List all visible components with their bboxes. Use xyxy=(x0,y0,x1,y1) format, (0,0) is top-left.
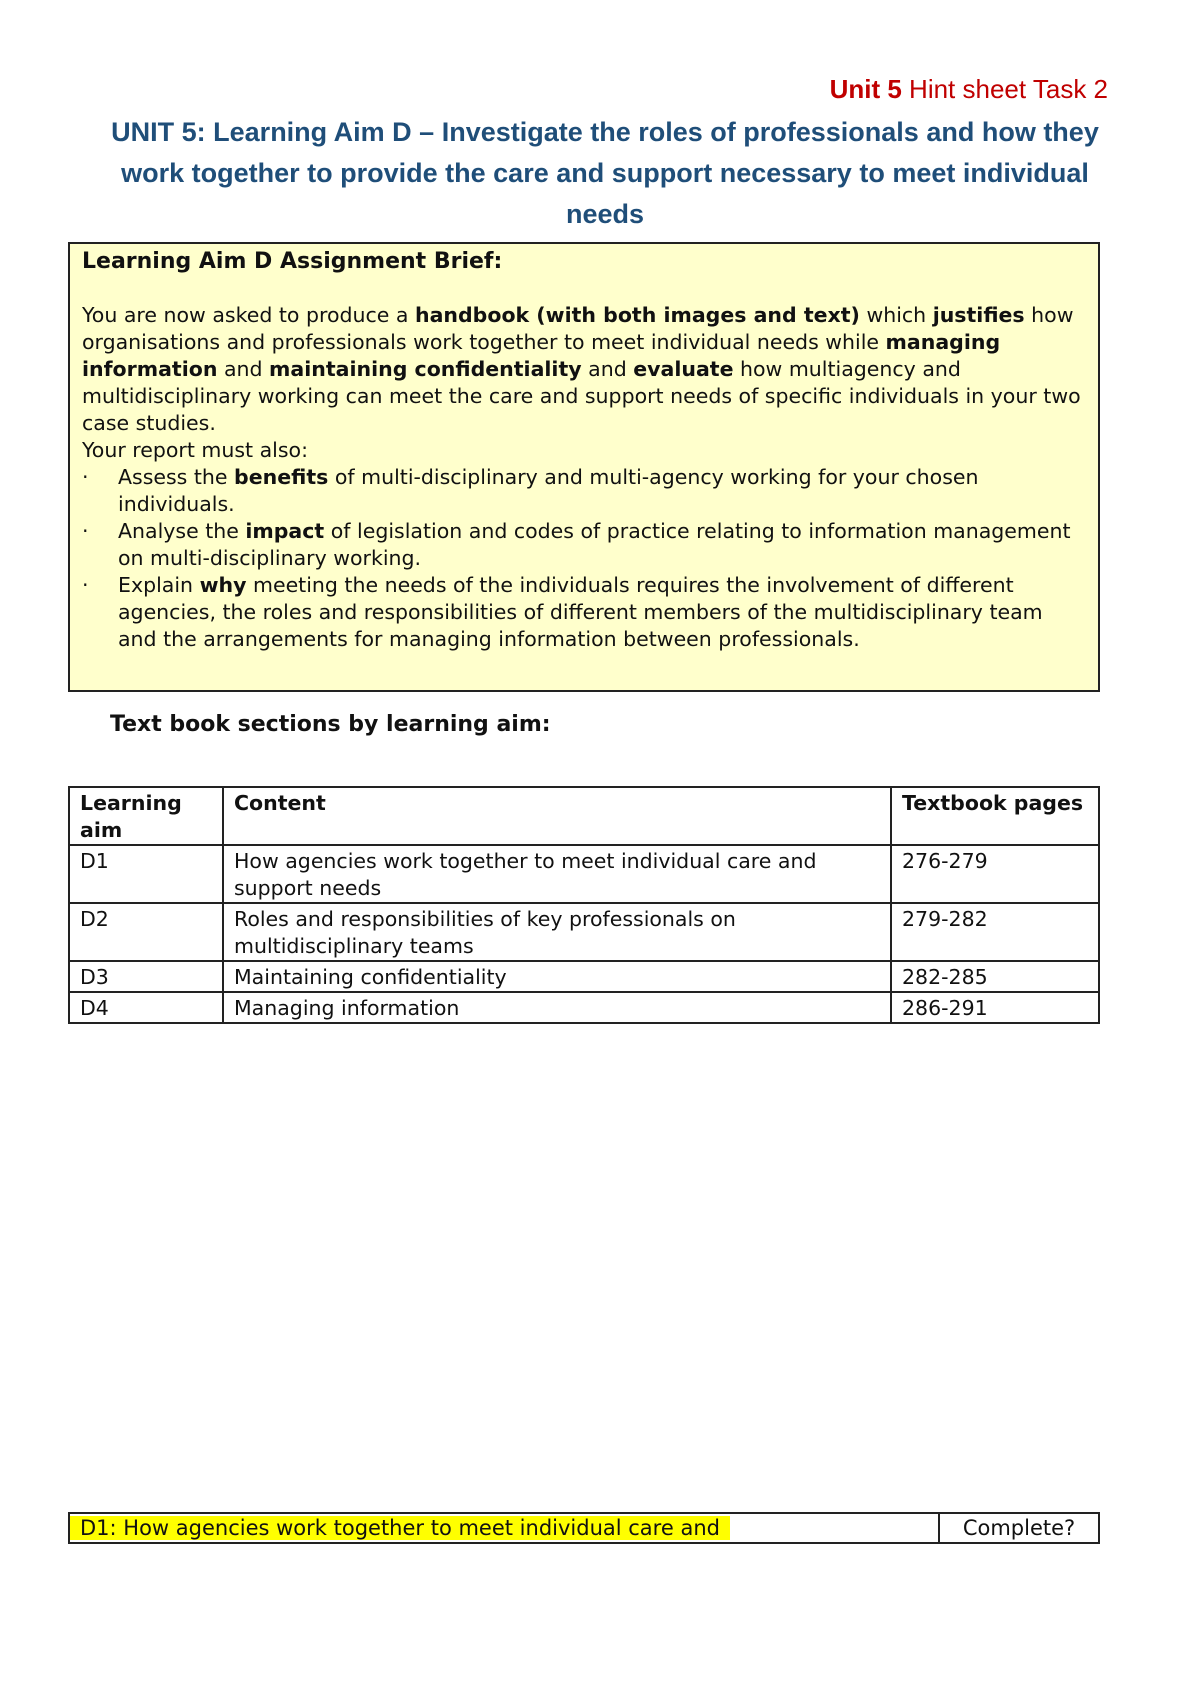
text-run: of multi-disciplinary and multi-agency working for your chosen individuals. xyxy=(118,465,979,516)
brief-bullet-list xyxy=(82,464,1086,653)
emphasis-text: impact xyxy=(245,519,325,543)
header-content: Content xyxy=(223,787,891,845)
content-cell: Roles and responsibilities of key professionals on multidisciplinary teams xyxy=(223,903,891,961)
d1-header-row xyxy=(69,1513,1099,1543)
content-cell: How agencies work together to meet individual care and support needs xyxy=(223,845,891,903)
d1-heading-cell xyxy=(69,1513,939,1543)
task-title: Unit 5 Hint sheet Task 2 xyxy=(829,74,1108,104)
emphasis-text: benefits xyxy=(234,465,329,489)
emphasis-text: evaluate xyxy=(633,357,734,381)
brief-title: Learning Aim D Assignment Brief: xyxy=(82,249,503,274)
text-run: Assess the xyxy=(118,465,235,489)
text-run: which xyxy=(859,303,933,327)
brief-report-intro: Your report must also: xyxy=(82,438,308,462)
d1-heading: D1: How agencies work together to meet individual care and xyxy=(70,1516,730,1540)
emphasis-text: maintaining confidentiality xyxy=(269,357,582,381)
content-cell: Managing information xyxy=(223,992,891,1023)
pages-cell: 286-291 xyxy=(891,992,1099,1023)
bullet-icon: · xyxy=(82,465,89,489)
text-run: how organisations and professionals work together to meet individual needs while xyxy=(82,303,1074,354)
aim-cell: D3 xyxy=(69,961,223,992)
emphasis-text: justifies xyxy=(932,303,1025,327)
header-learning-aim: Learning aim xyxy=(69,787,223,845)
table-row xyxy=(69,903,1099,961)
aim-cell: D4 xyxy=(69,992,223,1023)
pages-cell: 282-285 xyxy=(891,961,1099,992)
bullet-icon: · xyxy=(82,573,89,597)
pages-cell: 276-279 xyxy=(891,845,1099,903)
d1-section-table xyxy=(68,1512,1100,1544)
table-row xyxy=(69,992,1099,1023)
text-run: and xyxy=(217,357,270,381)
header-textbook-pages: Textbook pages xyxy=(891,787,1099,845)
pages-cell: 279-282 xyxy=(891,903,1099,961)
bullet-icon: · xyxy=(82,519,89,543)
text-run: Analyse the xyxy=(118,519,246,543)
table-header-row xyxy=(69,787,1099,845)
aim-cell: D1 xyxy=(69,845,223,903)
brief-bullet xyxy=(82,518,1086,572)
table-row xyxy=(69,961,1099,992)
aim-cell: D2 xyxy=(69,903,223,961)
table-row xyxy=(69,845,1099,903)
text-run: how multiagency and multidisciplinary working can meet the care and support needs of specific individuals in your two case studies. xyxy=(82,357,1081,435)
text-run: You are now asked to produce a xyxy=(82,303,415,327)
text-run: and xyxy=(581,357,634,381)
text-run: Explain xyxy=(118,573,200,597)
brief-paragraph xyxy=(82,302,1086,437)
text-run: meeting the needs of the individuals requires the involvement of different agencies, the roles and responsibilities of different members of the multidisciplinary team and the arrangements for managing information between professionals. xyxy=(118,573,1043,651)
assignment-brief-box xyxy=(68,242,1100,692)
emphasis-text: handbook (with both images and text) xyxy=(414,303,860,327)
unit-heading: UNIT 5: Learning Aim D – Investigate the roles of professionals and how they work together to provide the care and support necessary to meet individual needs xyxy=(111,117,1099,229)
emphasis-text: managing information xyxy=(82,330,1001,381)
brief-bullet xyxy=(82,464,1086,518)
content-cell: Maintaining confidentiality xyxy=(223,961,891,992)
sections-title: Text book sections by learning aim: xyxy=(110,712,551,737)
learning-aim-table xyxy=(68,786,1100,1024)
brief-bullet xyxy=(82,572,1086,653)
complete-label: Complete? xyxy=(939,1513,1099,1543)
text-run: of legislation and codes of practice relating to information management on multi-disciplinary working. xyxy=(118,519,1071,570)
emphasis-text: why xyxy=(199,573,247,597)
